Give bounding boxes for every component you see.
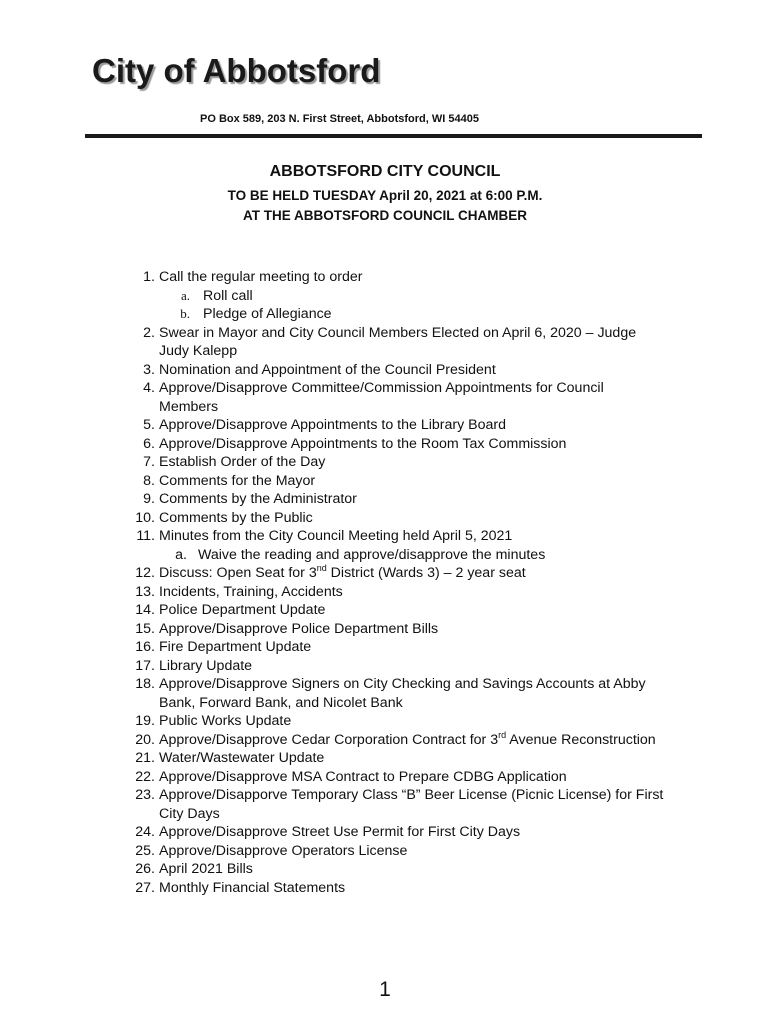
agenda-item [0, 823, 770, 842]
agenda-item-text-part: Library Update [159, 657, 253, 674]
agenda-item [0, 675, 770, 694]
agenda-item-text-part: Establish Order of the Day [159, 454, 326, 470]
agenda-item-number: 27. [135, 879, 155, 896]
agenda-item [0, 268, 770, 287]
agenda-subitem-text: Pledge of Allegiance [203, 306, 332, 322]
agenda-item-number: 14. [135, 602, 155, 618]
agenda-item-text [159, 268, 362, 287]
agenda-item-text [159, 324, 636, 343]
agenda-item-text-part: Approve/Disapprove Signers on City Checking and Savings Accounts at Abby [159, 676, 646, 692]
agenda-item [0, 860, 770, 879]
agenda-item-text-part: Approve/Disapprove MSA Contract to Prepare CDBG Application [159, 768, 567, 785]
agenda-item-number: 3. [143, 361, 155, 378]
agenda-item-number: 12. [135, 565, 155, 581]
agenda-subitem-letter: b. [180, 306, 190, 321]
agenda-item-text [159, 879, 345, 898]
agenda-item-text-part: Comments by the Public [159, 509, 313, 526]
agenda-item-text [159, 712, 291, 731]
agenda-item-number: 22. [135, 768, 155, 785]
agenda-item-text [159, 472, 315, 491]
agenda-item-continuation [0, 342, 770, 361]
agenda-list [0, 268, 770, 897]
agenda-subitem-letter: a. [175, 546, 187, 563]
agenda-item-text [159, 620, 438, 639]
agenda-item-text-part: Approve/Disapprove Street Use Permit for First City Days [159, 824, 521, 840]
agenda-item-text-part: Approve/Disapprove Police Department Bills [159, 620, 439, 637]
agenda-subitem-text: Waive the reading and approve/disapprove the minutes [198, 546, 546, 563]
agenda-item [0, 712, 770, 731]
agenda-item-number: 24. [135, 824, 155, 840]
agenda-item-text [159, 675, 646, 694]
agenda-item-text-part: Police Department Update [159, 602, 326, 618]
agenda-item [0, 490, 770, 509]
agenda-item-number: 5. [143, 417, 155, 433]
agenda-item [0, 786, 770, 805]
agenda-item-text [159, 657, 252, 676]
agenda-item [0, 509, 770, 528]
agenda-item-text [159, 749, 324, 768]
agenda-item [0, 472, 770, 491]
agenda-item-text [159, 361, 496, 380]
agenda-item-text-part: Comments by the Administrator [159, 491, 357, 507]
agenda-subitem-letter: a. [180, 287, 190, 303]
agenda-item-continuation [0, 805, 770, 824]
agenda-item-text-part: Approve/Disapprove Appointments to the Library Board [159, 417, 507, 433]
agenda-item-text-part: Approve/Disapprove Cedar Corporation Contract for 3 [159, 731, 499, 748]
agenda-item-text-part: Incidents, Training, Accidents [159, 583, 343, 600]
agenda-item-text-part: Judy Kalepp [159, 343, 238, 359]
agenda-item-number: 11. [136, 528, 155, 544]
agenda-subitem [0, 287, 770, 306]
agenda-item-text [159, 638, 311, 657]
agenda-item-number: 26. [135, 861, 155, 877]
agenda-item [0, 842, 770, 861]
agenda-item-text-part: Fire Department Update [159, 639, 312, 655]
agenda-item [0, 564, 770, 583]
agenda-subitem [0, 305, 770, 324]
agenda-item-text [159, 786, 663, 805]
agenda-item-text-part: Bank, Forward Bank, and Nicolet Bank [159, 694, 403, 711]
agenda-item-text [159, 860, 253, 879]
meeting-location-line: AT THE ABBOTSFORD COUNCIL CHAMBER [243, 208, 527, 223]
agenda-item-text-part: Minutes from the City Council Meeting held April 5, 2021 [159, 528, 513, 544]
agenda-item-continuation [0, 694, 770, 713]
header-divider [85, 134, 702, 138]
meeting-title: ABBOTSFORD CITY COUNCIL [269, 163, 501, 180]
agenda-item [0, 731, 770, 750]
agenda-item-text-part: Public Works Update [159, 713, 292, 729]
agenda-item-number: 10. [135, 509, 155, 526]
agenda-item-text-part: Approve/Disapporve Temporary Class “B” Beer License (Picnic License) for First [159, 787, 664, 803]
agenda-item [0, 749, 770, 768]
agenda-item [0, 768, 770, 787]
agenda-item-text [159, 842, 407, 861]
agenda-item-text [159, 601, 325, 620]
agenda-item-text [159, 490, 357, 509]
agenda-item-text [159, 731, 656, 750]
agenda-item-number: 20. [135, 731, 155, 748]
agenda-item-text [159, 435, 566, 454]
agenda-item-text [159, 527, 512, 546]
agenda-item [0, 601, 770, 620]
agenda-subitem [0, 546, 770, 565]
agenda-item-text-part: Water/Wastewater Update [159, 750, 325, 766]
agenda-item [0, 638, 770, 657]
agenda-item-text-part: Avenue Reconstruction [506, 731, 656, 748]
agenda-item [0, 583, 770, 602]
agenda-item [0, 416, 770, 435]
agenda-item-text [159, 342, 237, 361]
agenda-item [0, 379, 770, 398]
agenda-item-text [159, 805, 220, 824]
agenda-item-text-part: April 2021 Bills [159, 861, 253, 877]
agenda-item-number: 1. [143, 269, 155, 285]
agenda-item-text-part: Nomination and Appointment of the Council President [159, 361, 496, 378]
agenda-item-text [159, 416, 506, 435]
meeting-date-line: TO BE HELD TUESDAY April 20, 2021 at 6:00 P.M. [227, 188, 543, 203]
agenda-item-text-part: Approve/Disapprove Appointments to the Room Tax Commission [159, 435, 567, 452]
ordinal-suffix: nd [316, 563, 327, 573]
agenda-item-number: 2. [143, 324, 155, 341]
agenda-item-text [159, 583, 343, 602]
agenda-item-text [159, 453, 325, 472]
agenda-item-number: 16. [135, 639, 155, 655]
agenda-item-number: 18. [135, 676, 155, 692]
agenda-item-number: 13. [135, 583, 155, 600]
agenda-item [0, 879, 770, 898]
agenda-item-text [159, 398, 218, 417]
agenda-item-text-part: Approve/Disapprove Operators License [159, 842, 408, 859]
agenda-item-text [159, 564, 526, 583]
agenda-item-number: 9. [143, 491, 155, 507]
agenda-item-text [159, 379, 604, 398]
agenda-item-number: 25. [135, 842, 155, 859]
agenda-item [0, 620, 770, 639]
city-name-heading: City of Abbotsford [92, 52, 381, 89]
agenda-item-text [159, 509, 313, 528]
agenda-item-number: 23. [135, 787, 155, 803]
city-address: PO Box 589, 203 N. First Street, Abbotsford, WI 54405 [200, 113, 479, 125]
agenda-item-text-part: Swear in Mayor and City Council Members Elected on April 6, 2020 – Judge [159, 324, 637, 341]
agenda-item-text-part: Approve/Disapprove Committee/Commission Appointments for Council [159, 380, 604, 396]
agenda-item-number: 7. [143, 454, 155, 470]
agenda-item [0, 361, 770, 380]
page-number: 1 [379, 978, 391, 1001]
agenda-item-continuation [0, 398, 770, 417]
agenda-item [0, 435, 770, 454]
agenda-item [0, 324, 770, 343]
agenda-item-number: 21. [135, 750, 155, 766]
agenda-item [0, 527, 770, 546]
agenda-item-number: 15. [135, 620, 155, 637]
ordinal-suffix: rd [498, 729, 507, 740]
agenda-item-number: 6. [143, 435, 155, 452]
agenda-item-number: 8. [143, 472, 155, 489]
agenda-item-text [159, 694, 403, 713]
agenda-item [0, 657, 770, 676]
agenda-item-text [159, 768, 567, 787]
agenda-item-number: 4. [143, 380, 155, 396]
agenda-item-text-part: Monthly Financial Statements [159, 879, 346, 896]
agenda-item-number: 19. [135, 713, 155, 729]
agenda-item-text-part: City Days [159, 805, 220, 822]
agenda-subitem-text: Roll call [203, 287, 253, 304]
agenda-item-text-part: District (Wards 3) – 2 year seat [326, 565, 526, 581]
agenda-item [0, 453, 770, 472]
agenda-item-text-part: Comments for the Mayor [159, 472, 316, 489]
agenda-item-text-part: Members [159, 398, 219, 415]
agenda-item-text-part: Discuss: Open Seat for 3 [159, 565, 317, 581]
agenda-item-text [159, 823, 520, 842]
agenda-item-number: 17. [135, 657, 155, 674]
agenda-item-text-part: Call the regular meeting to order [159, 269, 363, 285]
